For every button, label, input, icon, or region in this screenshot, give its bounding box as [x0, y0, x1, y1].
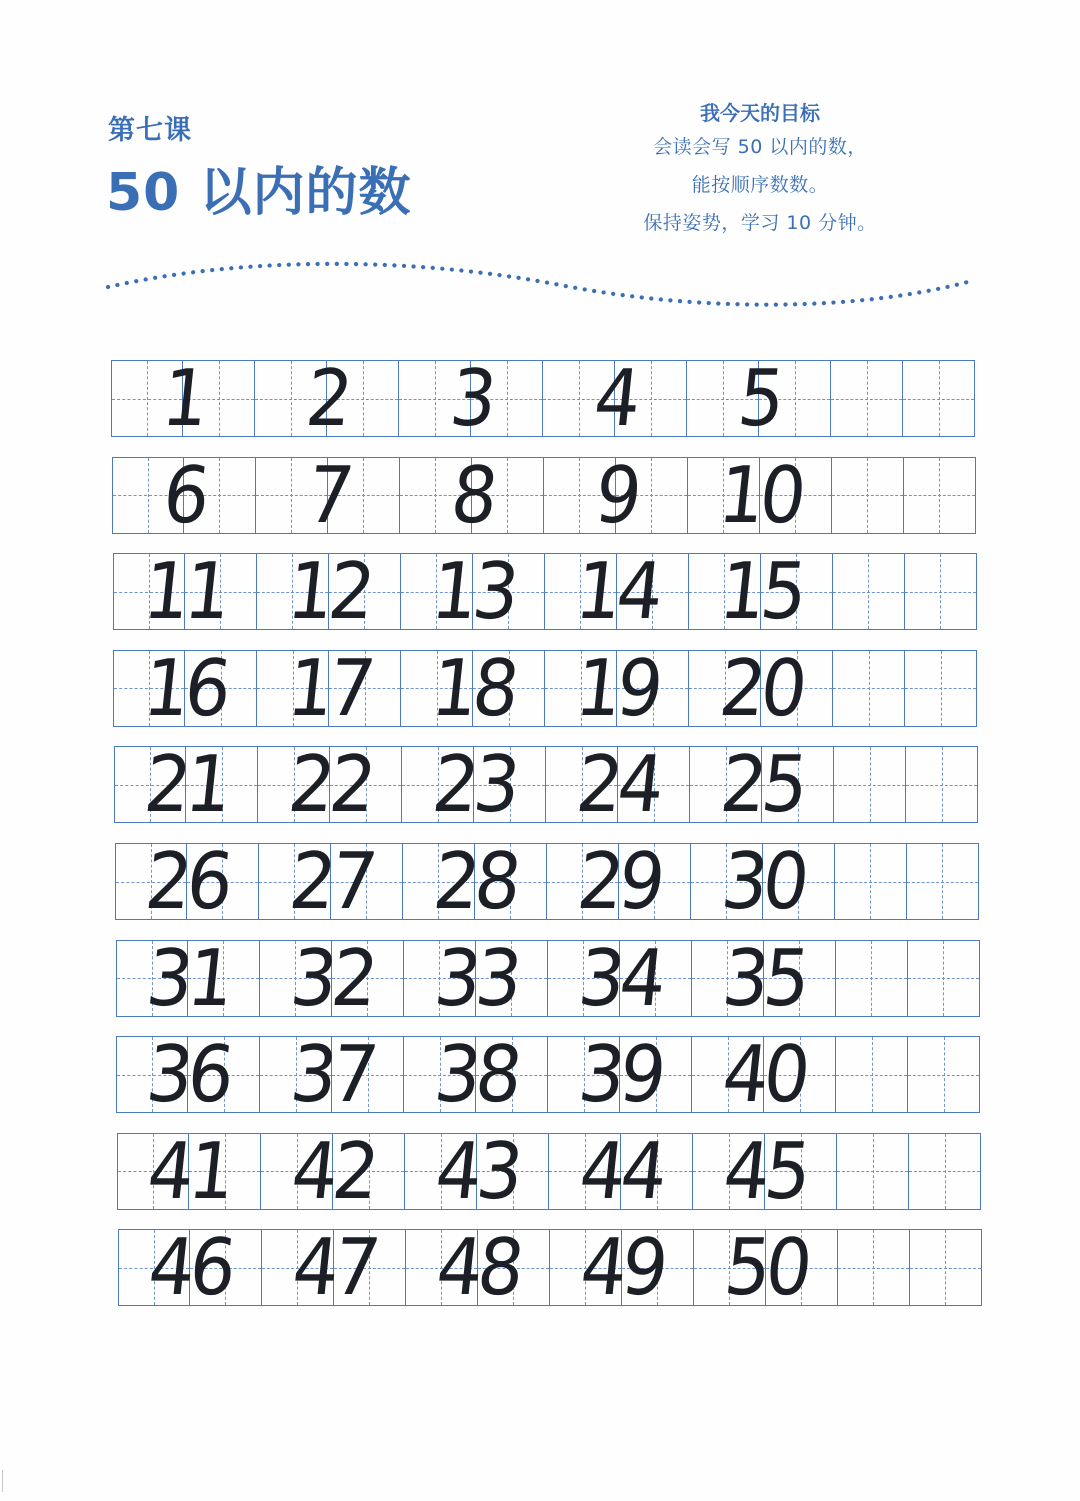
- grid-row: [116, 932, 980, 1023]
- number-41: 41: [143, 1125, 235, 1217]
- number-19: 19: [571, 642, 663, 734]
- number-38: 38: [430, 1028, 522, 1120]
- number-9: 9: [590, 449, 641, 540]
- number-40: 40: [718, 1028, 810, 1120]
- number-23: 23: [428, 738, 520, 830]
- number-46: 46: [144, 1221, 236, 1313]
- number-30: 30: [717, 835, 809, 927]
- number-42: 42: [287, 1125, 379, 1217]
- grid-cell[interactable]: [909, 1133, 981, 1210]
- number-20: 20: [715, 642, 807, 734]
- grid-row: [111, 352, 975, 444]
- grid-cell[interactable]: [833, 553, 905, 630]
- number-21: 21: [140, 738, 232, 830]
- scan-mark: [2, 1470, 3, 1492]
- lesson-title: 50 以内的数: [106, 163, 412, 223]
- grid-cell[interactable]: [836, 1036, 908, 1113]
- number-5: 5: [733, 352, 785, 444]
- grid-row: [118, 1221, 982, 1313]
- grid-row: [117, 1125, 981, 1217]
- number-44: 44: [575, 1125, 667, 1217]
- grid-row: [113, 642, 977, 734]
- number-28: 28: [429, 835, 521, 927]
- grid-cell[interactable]: [904, 457, 976, 534]
- number-45: 45: [719, 1125, 811, 1217]
- grid-cell[interactable]: [903, 360, 975, 437]
- number-31: 31: [141, 932, 234, 1023]
- grid-cell[interactable]: [908, 940, 980, 1017]
- number-35: 35: [717, 932, 810, 1023]
- grid-cell[interactable]: [908, 1036, 980, 1113]
- grid-row: [113, 545, 977, 637]
- number-36: 36: [142, 1028, 234, 1120]
- number-43: 43: [431, 1125, 523, 1217]
- grid-cell[interactable]: [838, 1229, 910, 1306]
- number-47: 47: [288, 1221, 380, 1313]
- number-18: 18: [427, 642, 519, 734]
- number-50: 50: [720, 1221, 812, 1313]
- number-48: 48: [432, 1221, 524, 1313]
- lesson-label: 第七课: [108, 115, 192, 146]
- grid-cell[interactable]: [905, 650, 977, 727]
- grid-row: [114, 738, 978, 830]
- goals-line: 保持姿势，学习 10 分钟。: [643, 212, 877, 234]
- number-1: 1: [157, 352, 209, 444]
- number-33: 33: [429, 932, 522, 1023]
- number-4: 4: [589, 352, 641, 444]
- grid-cell[interactable]: [831, 360, 903, 437]
- number-15: 15: [714, 545, 807, 637]
- dotted-wave-divider: [0, 0, 1080, 340]
- number-3: 3: [445, 352, 497, 444]
- grid-cell[interactable]: [907, 843, 979, 920]
- number-49: 49: [576, 1221, 668, 1313]
- number-29: 29: [573, 835, 665, 927]
- grid-row: [115, 835, 979, 927]
- number-8: 8: [446, 449, 497, 540]
- grid-cell[interactable]: [910, 1229, 982, 1306]
- grid-cell[interactable]: [905, 553, 977, 630]
- goals-line: 会读会写 50 以内的数，: [653, 136, 867, 158]
- grid-cell[interactable]: [833, 650, 905, 727]
- number-14: 14: [570, 545, 663, 637]
- number-11: 11: [138, 545, 231, 637]
- number-12: 12: [282, 545, 375, 637]
- grid-row: [112, 449, 976, 540]
- grid-cell[interactable]: [836, 940, 908, 1017]
- number-24: 24: [572, 738, 664, 830]
- number-6: 6: [158, 449, 209, 540]
- grid-cell[interactable]: [837, 1133, 909, 1210]
- goals-heading: 我今天的目标: [700, 101, 820, 125]
- number-27: 27: [285, 835, 377, 927]
- grid-cell[interactable]: [832, 457, 904, 534]
- number-25: 25: [716, 738, 808, 830]
- number-10: 10: [714, 449, 806, 540]
- number-2: 2: [301, 352, 353, 444]
- number-22: 22: [284, 738, 376, 830]
- number-37: 37: [286, 1028, 378, 1120]
- number-26: 26: [141, 835, 233, 927]
- number-16: 16: [139, 642, 231, 734]
- grid-cell[interactable]: [835, 843, 907, 920]
- number-17: 17: [283, 642, 375, 734]
- grid-row: [116, 1028, 980, 1120]
- number-34: 34: [573, 932, 666, 1023]
- number-39: 39: [574, 1028, 666, 1120]
- number-13: 13: [426, 545, 519, 637]
- grid-cell[interactable]: [906, 746, 978, 823]
- grid-cell[interactable]: [834, 746, 906, 823]
- goals-line: 能按顺序数数。: [691, 174, 829, 196]
- number-32: 32: [285, 932, 378, 1023]
- number-7: 7: [302, 449, 353, 540]
